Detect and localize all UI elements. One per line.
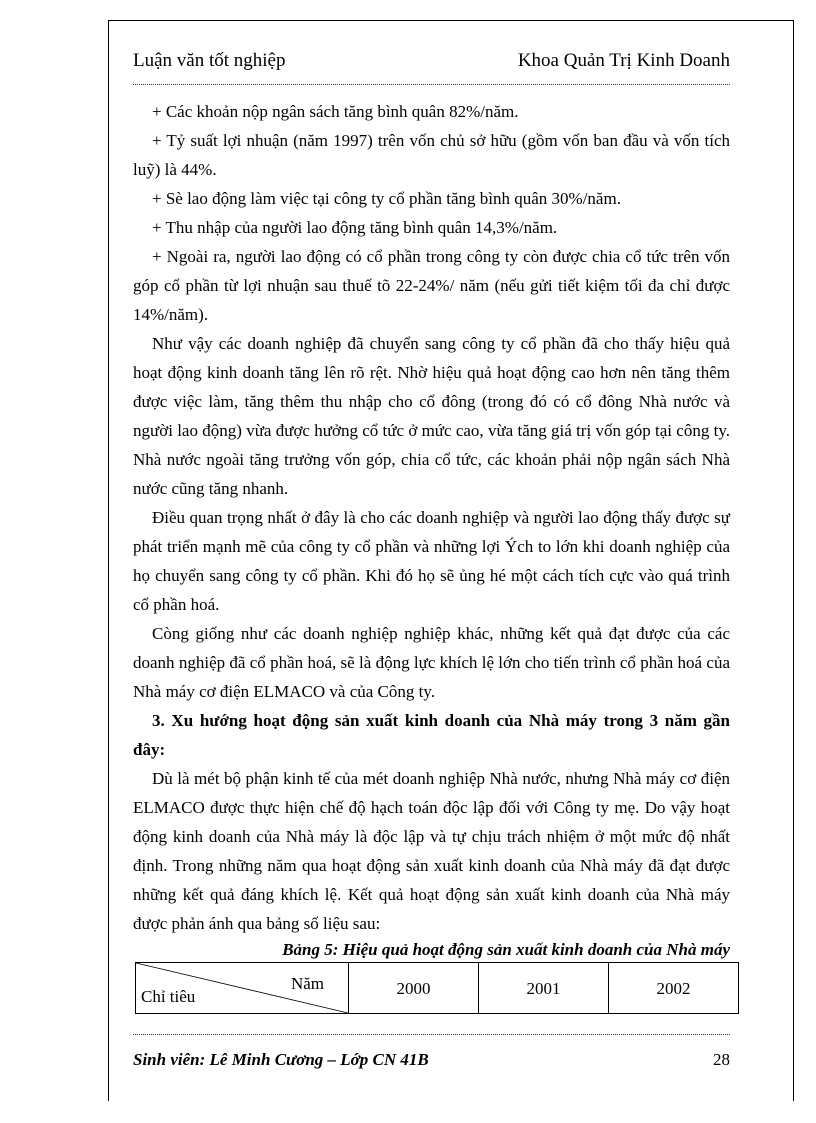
page-number: 28 — [713, 1050, 730, 1069]
bullet-budget: + Các khoản nộp ngân sách tăng bình quân 82%/năm. — [152, 102, 519, 121]
bullet-labor: + Sè lao động làm việc tại công ty cổ phần tăng bình quân 30%/năm. — [152, 189, 621, 208]
year-header-2001: 2001 — [479, 963, 609, 1014]
footer-student: Sinh viên: Lê Minh Cương – Lớp CN 41B — [133, 1050, 429, 1069]
bullet-income: + Thu nhập của người lao động tăng bình quân 14,3%/năm. — [152, 218, 558, 237]
bullet-profit-rate: + Tỷ suất lợi nhuận (năm 1997) trên vốn chủ sở hữu (gồm vốn ban đầu và vốn tích luỹ) là 44%. — [133, 131, 730, 179]
page-header — [133, 50, 730, 72]
table-corner-cell — [136, 963, 349, 1014]
corner-year-label: Năm — [290, 974, 324, 993]
header-thesis-label: Luận văn tốt nghiệp — [133, 50, 286, 71]
header-rule — [133, 84, 730, 85]
footer-rule — [133, 1034, 730, 1035]
corner-indicator-label: Chỉ tiêu — [141, 987, 196, 1006]
year-header-2000: 2000 — [349, 963, 479, 1014]
paragraph-efficiency: Như vậy các doanh nghiệp đã chuyển sang công ty cổ phần đã cho thấy hiệu quả hoạt động kinh doanh tăng lên rõ rệt. Nhờ hiệu quả hoạt động cao hơn nên tăng thêm được việc làm, tăng thêm thu nhập cho cổ đông (trong đó có cổ đông Nhà nước và người lao động) vừa được hưởng cổ tức ở mức cao, vừa tăng giá trị vốn góp tại công ty. Nhà nước ngoài tăng trưởng vốn góp, chia cổ tức, các khoản phải nộp ngân sách Nhà nước cũng tăng nhanh. — [133, 334, 730, 498]
header-faculty-label: Khoa Quản Trị Kinh Doanh — [517, 50, 730, 71]
section-heading: 3. Xu hướng hoạt động sản xuất kinh doanh của Nhà máy trong 3 năm gần đây: — [133, 711, 730, 759]
paragraph-motivation: Còng giống như các doanh nghiệp nghiệp khác, những kết quả đạt được của các doanh nghiệp đã cổ phần hoá, sẽ là động lực khích lệ lớn cho tiến trình cổ phần hoá của Nhà máy cơ điện ELMACO và của Công ty. — [133, 624, 730, 701]
bullet-dividend: + Ngoài ra, người lao động có cổ phần trong công ty còn được chia cổ tức trên vốn góp cổ phần từ lợi nhuận sau thuế tõ 22-24%/ năm (nếu gửi tiết kiệm tối đa chỉ được 14%/năm). — [133, 247, 730, 324]
results-table — [135, 962, 739, 1014]
page-footer — [133, 1050, 730, 1070]
year-header-2002: 2002 — [609, 963, 739, 1014]
table-caption: Bảng 5: Hiệu quả hoạt động sản xuất kinh doanh của Nhà máy — [282, 940, 730, 959]
page-body — [133, 97, 730, 1014]
paragraph-factory: Dù là mét bộ phận kinh tế của mét doanh nghiệp Nhà nước, nhưng Nhà máy cơ điện ELMACO được thực hiện chế độ hạch toán độc lập đối với Công ty mẹ. Do vậy hoạt động kinh doanh của Nhà máy là độc lập và tự chịu trách nhiệm ở một mức độ nhất định. Trong những năm qua hoạt động sản xuất kinh doanh của Nhà máy đã đạt được những kết quả đáng khích lệ. Kết quả hoạt động sản xuất kinh doanh của Nhà máy được phản ánh qua bảng số liệu sau: — [133, 769, 730, 933]
table-header-row — [136, 963, 739, 1014]
paragraph-importance: Điều quan trọng nhất ở đây là cho các doanh nghiệp và người lao động thấy được sự phát triển mạnh mẽ của công ty cổ phần và những lợi Ých to lớn khi doanh nghiệp của họ chuyển sang công ty cổ phần. Khi đó họ sẽ ủng hé một cách tích cực vào quá trình cổ phần hoá. — [133, 508, 730, 614]
